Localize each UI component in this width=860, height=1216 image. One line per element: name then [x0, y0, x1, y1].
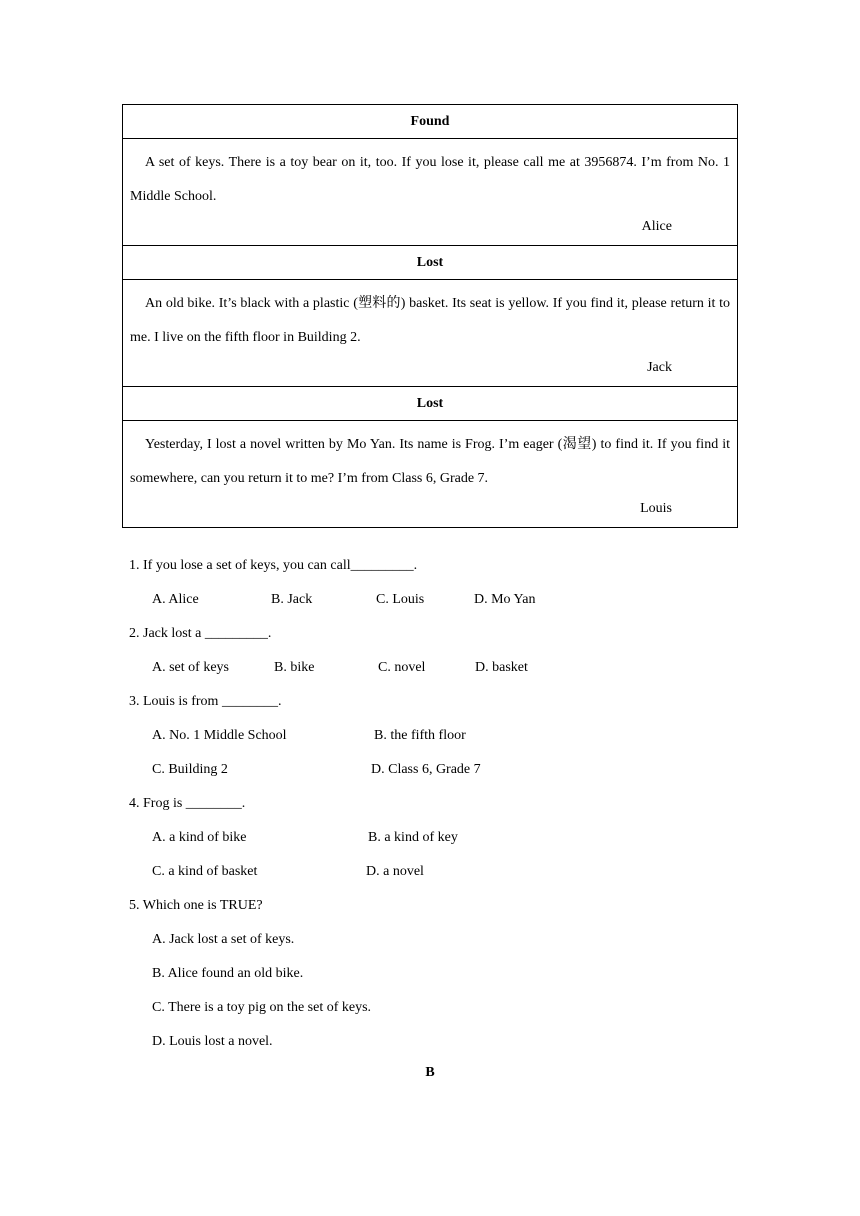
option-row [129, 855, 749, 889]
option-d: D. a novel [366, 864, 424, 879]
option-c: C. Louis [376, 592, 425, 607]
option-row [129, 719, 749, 753]
notice-text: An old bike. It’s black with a plastic (塑料的) basket. Its seat is yellow. If you find it, please return it to me. I live on the fifth floor in Building 2. [130, 296, 730, 345]
option-d: D. Class 6, Grade 7 [371, 762, 481, 777]
question-5: 5. Which one is TRUE? [129, 898, 263, 913]
option-a: A. set of keys [152, 660, 229, 675]
option-row [129, 923, 749, 957]
option-row [129, 1025, 749, 1059]
option-b: B. Alice found an old bike. [152, 966, 304, 981]
option-d: D. Mo Yan [474, 592, 536, 607]
question-3: 3. Louis is from ________. [129, 694, 282, 709]
notice-signature: Alice [641, 219, 672, 234]
option-row [129, 651, 749, 685]
option-a: A. Alice [152, 592, 199, 607]
option-c: C. novel [378, 660, 426, 675]
option-b: B. a kind of key [368, 830, 458, 845]
section-label: B [425, 1065, 435, 1080]
option-b: B. the fifth floor [374, 728, 466, 743]
question-4: 4. Frog is ________. [129, 796, 246, 811]
option-row [129, 753, 749, 787]
option-b: B. Jack [271, 592, 313, 607]
option-a: A. a kind of bike [152, 830, 247, 845]
notice-signature: Louis [640, 501, 672, 516]
notice-table [122, 104, 738, 528]
option-row [129, 991, 749, 1025]
question-1: 1. If you lose a set of keys, you can call_________. [129, 558, 418, 573]
notice-heading-lost-bike: Lost [123, 246, 738, 280]
option-row [129, 957, 749, 991]
notice-body-lost-novel [123, 421, 738, 528]
option-c: C. There is a toy pig on the set of keys. [152, 1000, 372, 1015]
notice-body-lost-bike [123, 280, 738, 387]
option-c: C. Building 2 [152, 762, 228, 777]
option-b: B. bike [274, 660, 315, 675]
notice-signature: Jack [647, 360, 672, 375]
notice-heading-found: Found [123, 105, 738, 139]
option-row [129, 583, 749, 617]
option-row [129, 821, 749, 855]
notice-heading-lost-novel: Lost [123, 387, 738, 421]
question-2: 2. Jack lost a _________. [129, 626, 272, 641]
option-a: A. No. 1 Middle School [152, 728, 287, 743]
notice-text: A set of keys. There is a toy bear on it, too. If you lose it, please call me at 3956874. I’m from No. 1 Middle School. [130, 155, 730, 204]
option-a: A. Jack lost a set of keys. [152, 932, 295, 947]
option-d: D. Louis lost a novel. [152, 1034, 273, 1049]
notice-text: Yesterday, I lost a novel written by Mo Yan. Its name is Frog. I’m eager (渴望) to find it. If you find it somewhere, can you return it to me? I’m from Class 6, Grade 7. [130, 437, 730, 486]
question-list [129, 549, 749, 1059]
notice-body-found [123, 139, 738, 246]
option-d: D. basket [475, 660, 528, 675]
option-c: C. a kind of basket [152, 864, 258, 879]
